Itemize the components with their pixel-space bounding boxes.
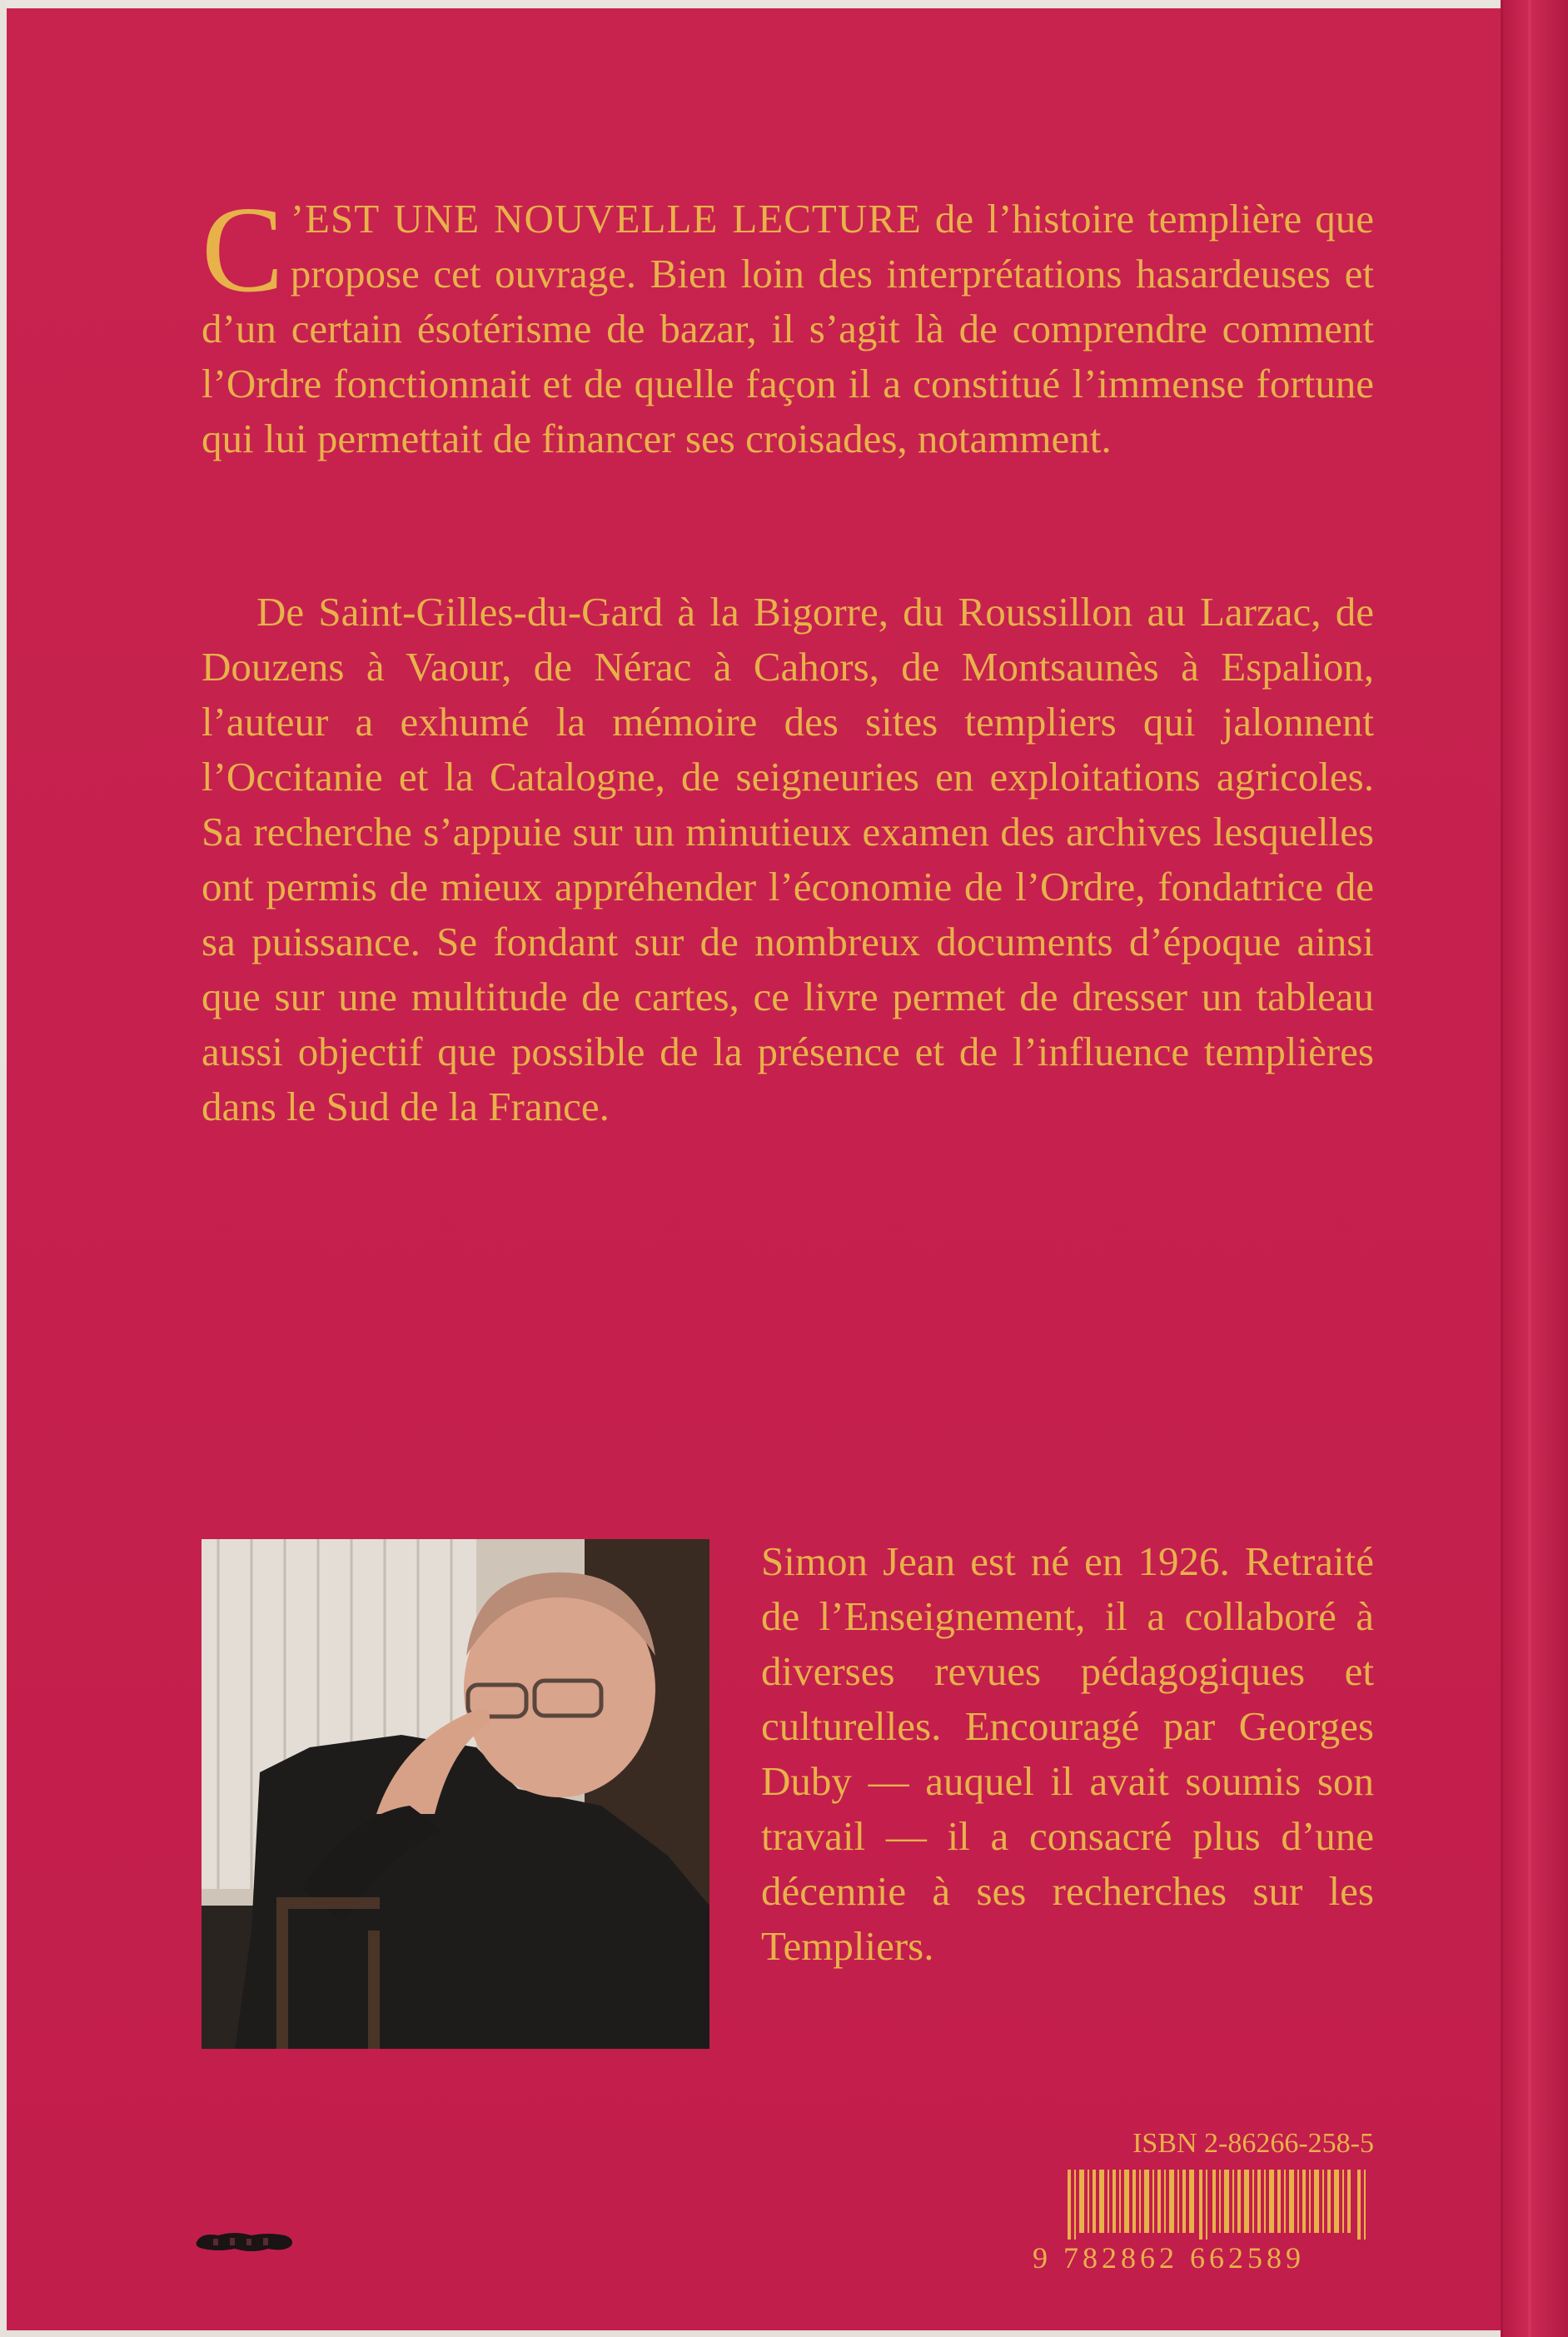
drop-cap: C — [202, 182, 284, 318]
author-photo — [202, 1539, 709, 2049]
barcode — [1066, 2170, 1374, 2240]
cover-wear-bottom — [0, 2330, 1568, 2337]
intro-smallcaps: ’EST UNE NOUVELLE LECTURE — [290, 196, 922, 242]
barcode-digits: 9 782862 662589 — [1033, 2241, 1305, 2275]
publisher-logo — [193, 2229, 296, 2254]
description-paragraph: De Saint-Gilles-du-Gard à la Bigorre, du Roussillon au Larzac, de Douzens à Vaour, de Nérac à Cahors, de Montsaunès à Espalion, l’auteur a exhumé la mémoire des sites templiers qui jalonnent l’Occitanie et la Catalogne, de seigneuries en exploitations agricoles. Sa recherche s’appuie sur un minutieux examen des archives lesquelles ont permis de mieux appréhender l’économie de l’Ordre, fondatrice de sa puissance. Se fondant sur de nombreux documents d’époque ainsi que sur une multitude de cartes, ce livre permet de dresser un tableau aussi objectif que possible de la présence et de l’influence templières dans le Sud de la France. — [202, 589, 1374, 1129]
intro-paragraph — [202, 182, 1374, 466]
cover-wear-left — [0, 0, 7, 2337]
isbn-label: ISBN 2-86266-258-5 — [1132, 2128, 1374, 2159]
cover-wear-top — [0, 0, 1568, 8]
spine-edge — [1501, 0, 1568, 2337]
intro-text: de l’histoire templière que propose cet ouvrage. Bien loin des interprétations hasardeuses et d’un certain ésotérisme de bazar, il s’agit là de comprendre comment l’Ordre fonctionnait et de quelle façon il a constitué l’immense fortune qui lui permettait de financer ses croisades, notamment. — [202, 196, 1374, 461]
author-bio: Simon Jean est né en 1926. Retraité de l’Enseignement, il a collaboré à diverses revues pédagogiques et culturelles. Encouragé par Georges Duby — auquel il avait soumis son travail — il a consacré plus d’une décennie à ses recherches sur les Templiers. — [761, 1538, 1374, 1969]
